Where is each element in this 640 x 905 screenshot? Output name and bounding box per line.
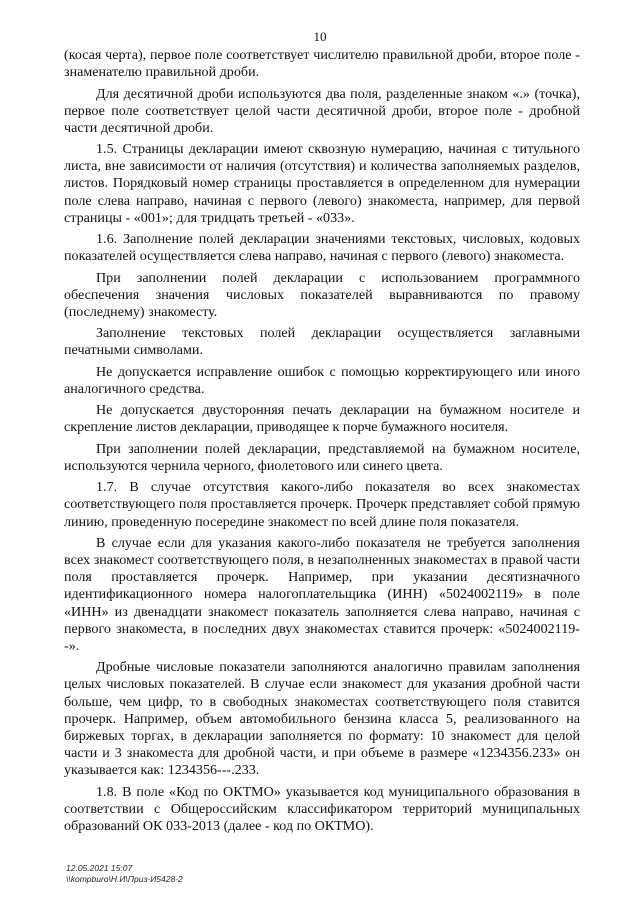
paragraph: При заполнении полей декларации, представляемой на бумажном носителе, используются чернила черного, фиолетового или синего цвета. <box>64 440 580 474</box>
footer-file-path: \\kompburo\Н.И\Приз-И5428-2 <box>66 874 183 884</box>
document-body <box>64 47 580 839</box>
paragraph: Не допускается двусторонняя печать декларации на бумажном носителе и скрепление листов декларации, приводящее к порче бумажного носителя. <box>64 402 580 436</box>
paragraph: Не допускается исправление ошибок с помощью корректирующего или иного аналогичного средства. <box>64 363 580 397</box>
paragraph-section-1-8: 1.8. В поле «Код по ОКТМО» указывается код муниципального образования в соответствии с Общероссийским классификатором территорий муниципальных образований ОК 033-2013 (далее - код по ОКТМО). <box>64 783 580 834</box>
paragraph: (косая черта), первое поле соответствует числителю правильной дроби, второе поле - знаменателю правильной дроби. <box>64 47 580 81</box>
paragraph-section-1-5: 1.5. Страницы декларации имеют сквозную нумерацию, начиная с титульного листа, вне зависимости от наличия (отсутствия) и количества заполняемых разделов, листов. Порядковый номер страницы проставляется в определенном для нумерации поле слева направо, начиная с первого (левого) знакоместа, например, для первой страницы - «001»; для тридцать третьей - «033». <box>64 141 580 226</box>
paragraph: Дробные числовые показатели заполняются аналогично правилам заполнения целых числовых показателей. В случае если знакомест для указания дробной части больше, чем цифр, то в свободных знакоместах соответствующего поля ставится прочерк. Например, объем автомобильного бензина класса 5, реализованного на биржевых торгах, в декларации заполняется по формату: 10 знакомест для целой части и 3 знакоместа для дробной части, и при объеме в размере «1234356.233» он указывается как: 1234356---.233. <box>64 659 580 779</box>
paragraph-section-1-7: 1.7. В случае отсутствия какого-либо показателя во всех знакоместах соответствующего поля проставляется прочерк. Прочерк представляет собой прямую линию, проведенную посередине знакомест по всей длине поля показателя. <box>64 479 580 530</box>
footer-stamp <box>66 863 183 885</box>
paragraph: Для десятичной дроби используются два поля, разделенные знаком «.» (точка), первое поле соответствует целой части десятичной дроби, второе поле - дробной части десятичной дроби. <box>64 85 580 136</box>
paragraph: В случае если для указания какого-либо показателя не требуется заполнения всех знакомест соответствующего поля, в незаполненных знакоместах в правой части поля проставляется прочерк. Например, при указании десятизначного идентификационного номера налогоплательщика (ИНН) «5024002119» в поле «ИНН» из двенадцати знакомест показатель заполняется слева направо, начиная с первого знакоместа, в последних двух знакоместах ставится прочерк: «5024002119--». <box>64 534 580 654</box>
paragraph-section-1-6: 1.6. Заполнение полей декларации значениями текстовых, числовых, кодовых показателей осуществляется слева направо, начиная с первого (левого) знакоместа. <box>64 231 580 265</box>
paragraph: Заполнение текстовых полей декларации осуществляется заглавными печатными символами. <box>64 325 580 359</box>
page-number: 10 <box>313 29 327 44</box>
paragraph: При заполнении полей декларации с использованием программного обеспечения значения числовых показателей выравниваются по правому (последнему) знакоместу. <box>64 269 580 320</box>
footer-date: 12.05.2021 15:07 <box>66 863 133 873</box>
